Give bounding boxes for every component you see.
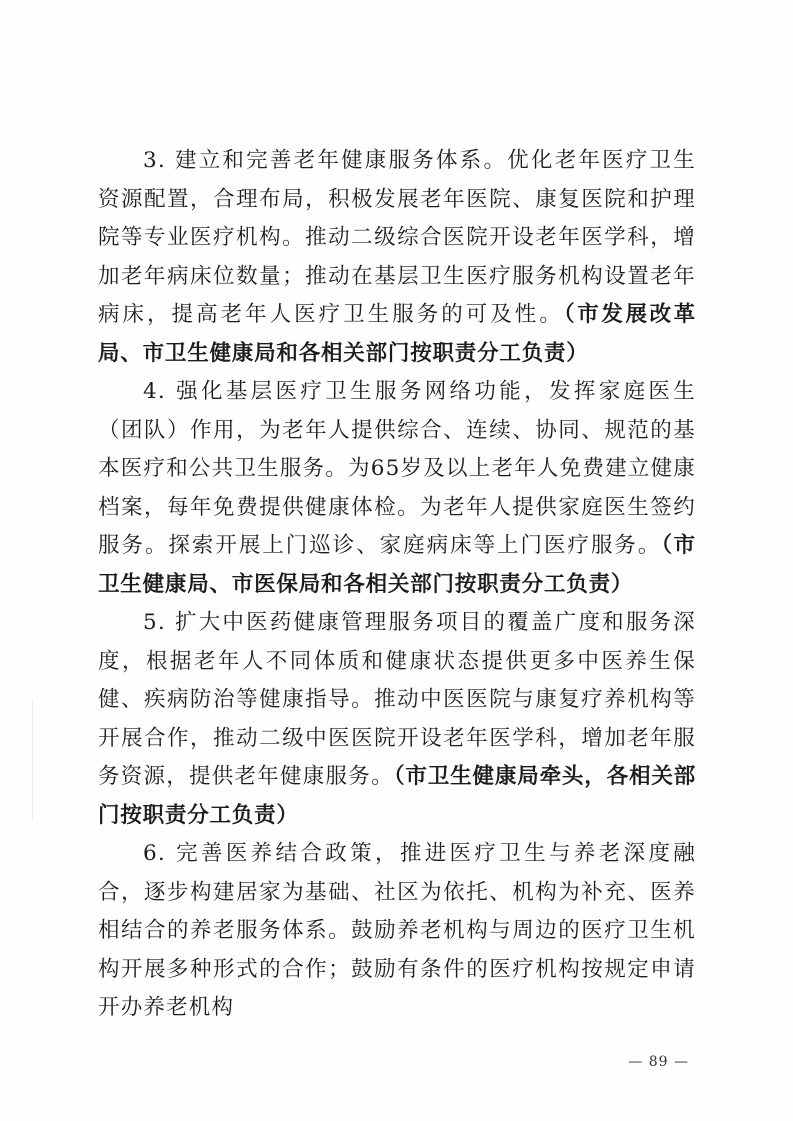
paragraph-text: 4. 强化基层医疗卫生服务网络功能，发挥家庭医生（团队）作用，为老年人提供综合、连续、协同、规范的基本医疗和公共卫生服务。为65岁及以上老年人免费建立健康档案，每年免费提供健康体检。为老年人提供家庭医生签约服务。探索开展上门巡诊、家庭病床等上门医疗服务。 <box>98 379 696 558</box>
page-number: — 89 — <box>628 1054 689 1070</box>
paragraph-text: 6. 完善医养结合政策，推进医疗卫生与养老深度融合，逐步构建居家为基础、社区为依托、机构为补充、医养相结合的养老服务体系。鼓励养老机构与周边的医疗卫生机构开展多种形式的合作；鼓励有条件的医疗机构按规定申请开办养老机构 <box>98 841 696 1020</box>
responsibility-note: （市卫生健康局牵头，各相关部门按职责分工负责） <box>98 764 696 828</box>
responsibility-note: （市卫生健康局、市医保局和各相关部门按职责分工负责） <box>98 533 696 597</box>
paragraph-4 <box>98 373 696 604</box>
body-text <box>98 142 696 1028</box>
responsibility-note: （市发展改革局、市卫生健康局和各相关部门按职责分工负责） <box>98 302 696 366</box>
scan-edge-mark <box>32 700 33 820</box>
paragraph-text: 5. 扩大中医药健康管理服务项目的覆盖广度和服务深度，根据老年人不同体质和健康状态提供更多中医养生保健、疾病防治等健康指导。推动中医医院与康复疗养机构等开展合作，推动二级中医医院开设老年医学科，增加老年服务资源，提供老年健康服务。 <box>98 610 696 789</box>
paragraph-3 <box>98 142 696 373</box>
paragraph-6 <box>98 835 696 1028</box>
paragraph-5 <box>98 604 696 835</box>
paragraph-text: 3. 建立和完善老年健康服务体系。优化老年医疗卫生资源配置，合理布局，积极发展老年医院、康复医院和护理院等专业医疗机构。推动二级综合医院开设老年医学科，增加老年病床位数量；推动在基层卫生医疗服务机构设置老年病床，提高老年人医疗卫生服务的可及性。 <box>98 148 696 327</box>
